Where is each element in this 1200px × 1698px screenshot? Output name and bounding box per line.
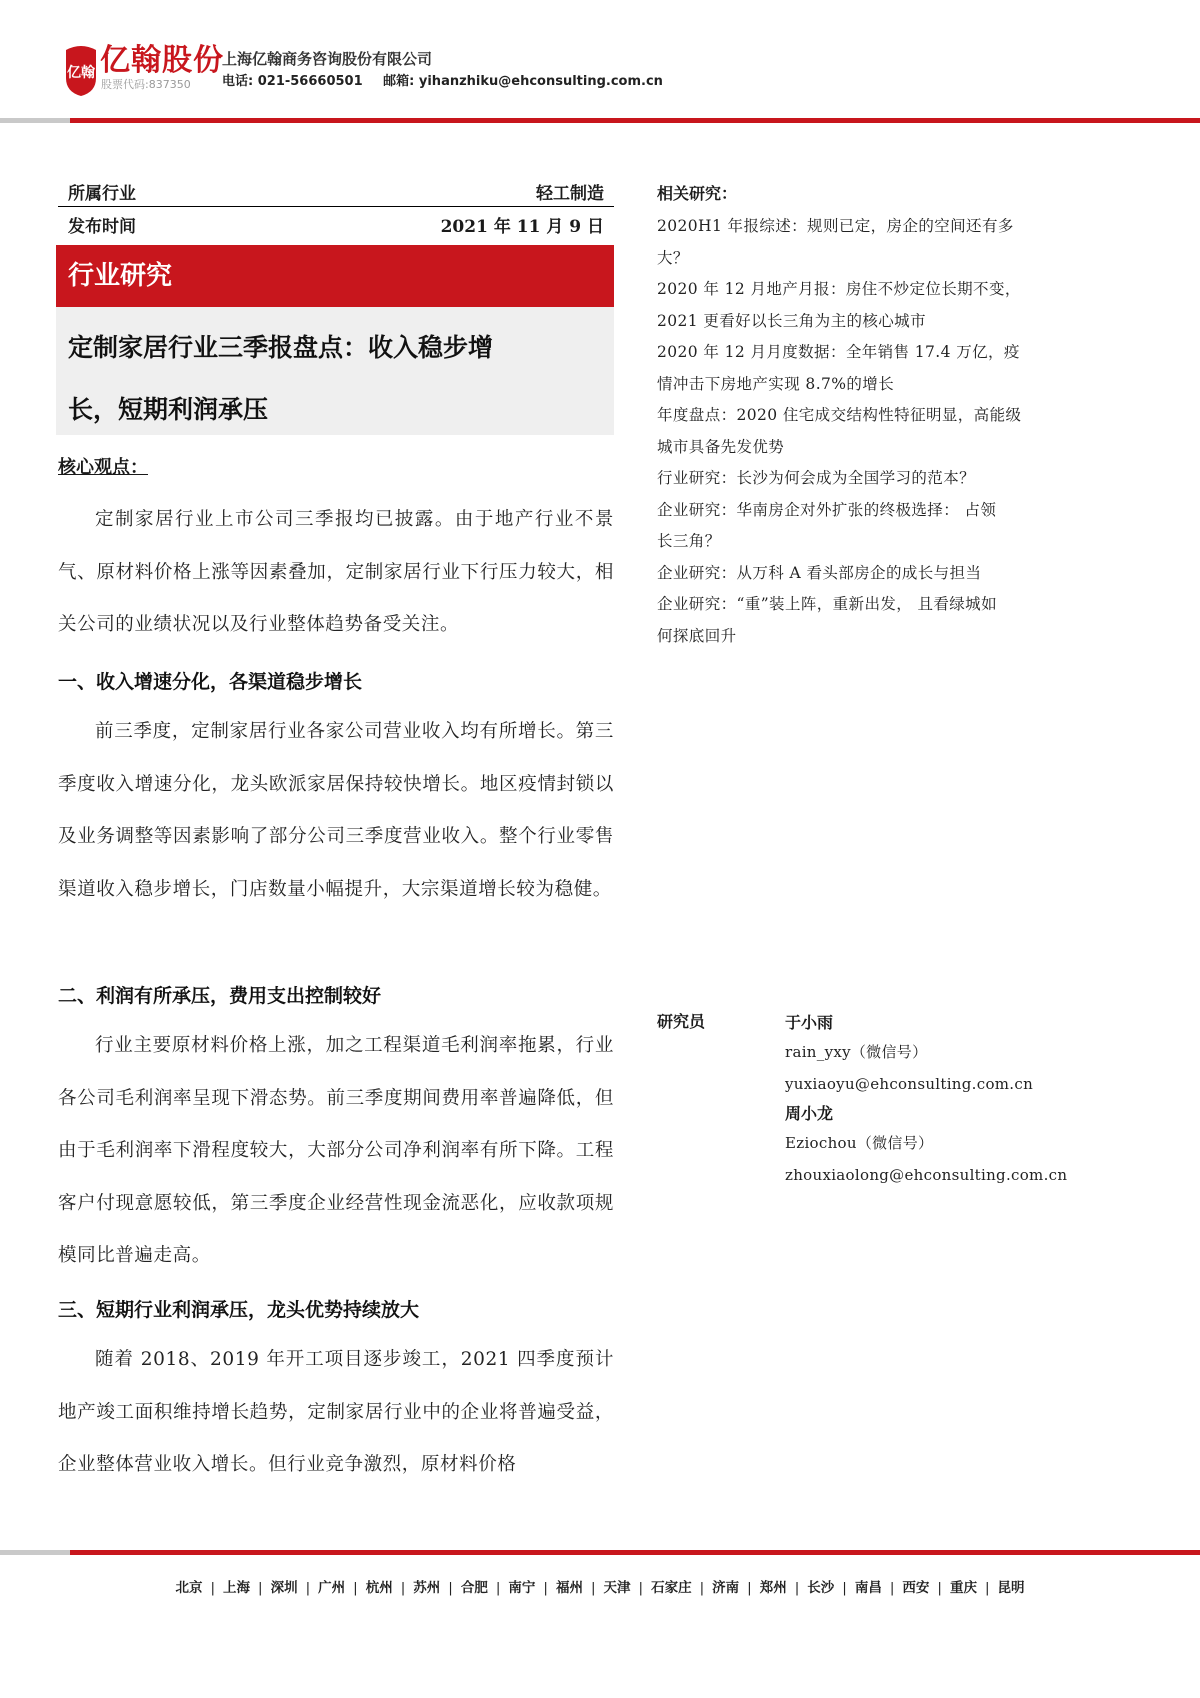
related-research-item: 2020 年 12 月月度数据：全年销售 17.4 万亿，疫 [657, 343, 1020, 361]
section-2-body: 行业主要原材料价格上涨，加之工程渠道毛利润率拖累，行业各公司毛利润率呈现下滑态势。前三季度期间费用率普遍降低，但由于毛利润率下滑程度较大，大部分公司净利润率有所下降。工程客户付现意愿较低，第三季度企业经营性现金流恶化，应收款项规模同比普遍走高。 [58, 1035, 614, 1266]
footer-city-separator: | [448, 1580, 453, 1596]
page-header [0, 0, 1200, 125]
analyst-block [785, 1009, 1145, 1191]
company-logo-icon [62, 44, 100, 98]
footer-city: 郑州 [759, 1580, 787, 1596]
related-research-item: 大？ [657, 248, 689, 267]
related-research-item: 2020H1 年报综述：规则已定，房企的空间还有多 [657, 217, 1014, 235]
footer-city-separator: | [937, 1580, 942, 1596]
date-label: 发布时间 [68, 216, 136, 237]
related-research-item: 企业研究：华南房企对外扩张的终极选择： 占领 [657, 500, 997, 519]
footer-city-separator: | [889, 1580, 895, 1596]
company-email: 邮箱: yihanzhiku@ehconsulting.com.cn [383, 74, 663, 89]
footer-city: 北京 [175, 1580, 203, 1596]
logo-name: 亿翰股份 [100, 43, 224, 78]
footer-city: 天津 [603, 1580, 631, 1596]
related-research-item: 长三角？ [657, 532, 721, 550]
footer-city: 福州 [555, 1580, 583, 1596]
footer-divider-gray [0, 1550, 70, 1555]
footer-city: 西安 [902, 1580, 930, 1596]
analyst-email: zhouxiaolong@ehconsulting.com.cn [785, 1165, 1068, 1184]
footer-city-separator: | [984, 1580, 990, 1596]
footer-city-separator: | [495, 1580, 501, 1596]
analyst-wechat: rain_yxy（微信号） [785, 1043, 928, 1061]
footer-city-separator: | [638, 1580, 644, 1596]
section-2-heading: 二、利润有所承压，费用支出控制较好 [58, 985, 382, 1007]
section-3-body: 随着 2018、2019 年开工项目逐步竣工，2021 四季度预计地产竣工面积维持增长趋势，定制家居行业中的企业将普遍受益，企业整体营业收入增长。但行业竞争激烈，原材料价格 [58, 1349, 614, 1475]
header-divider-gray [0, 118, 70, 123]
analyst-email: yuxiaoyu@ehconsulting.com.cn [785, 1074, 1034, 1093]
industry-value: 轻工制造 [536, 184, 604, 204]
footer-city-separator: | [210, 1580, 216, 1596]
company-phone: 电话: 021-56660501 [222, 74, 363, 89]
footer-city: 石家庄 [651, 1580, 692, 1596]
related-research-item: 企业研究：从万科 A 看头部房企的成长与担当 [657, 563, 982, 582]
analyst-name: 于小雨 [785, 1013, 834, 1032]
related-research-item: 企业研究：“重”装上阵，重新出发， 且看绿城如 [657, 595, 997, 613]
report-category: 行业研究 [56, 245, 614, 307]
related-research-item: 年度盘点：2020 住宅成交结构性特征明显，高能级 [657, 406, 1022, 424]
footer-city: 苏州 [413, 1580, 441, 1596]
footer-city: 济南 [712, 1580, 740, 1596]
meta-date-row [58, 209, 614, 239]
section-1-body: 前三季度，定制家居行业各家公司营业收入均有所增长。第三季度收入增速分化，龙头欧派家居保持较快增长。地区疫情封锁以及业务调整等因素影响了部分公司三季度营业收入。整个行业零售渠道收入稳步增长，门店数量小幅提升，大宗渠道增长较为稳健。 [58, 721, 614, 900]
footer-city-separator: | [794, 1580, 800, 1596]
report-title-line-2: 长，短期利润承压 [68, 395, 269, 424]
related-research-heading: 相关研究： [657, 184, 738, 203]
footer-city: 杭州 [365, 1580, 393, 1596]
analyst-label: 研究员 [657, 1012, 706, 1031]
footer-city: 深圳 [270, 1580, 298, 1596]
date-value: 2021 年 11 月 9 日 [440, 216, 604, 237]
footer-city-separator: | [400, 1580, 406, 1596]
footer-city-separator: | [543, 1580, 548, 1596]
footer-city: 重庆 [949, 1580, 977, 1596]
footer-city: 上海 [223, 1580, 251, 1596]
section-1-heading: 一、收入增速分化，各渠道稳步增长 [58, 671, 363, 693]
footer-city: 南宁 [508, 1580, 536, 1596]
footer-city: 广州 [318, 1580, 346, 1596]
analyst-wechat: Eziochou（微信号） [785, 1134, 934, 1152]
report-title [56, 307, 614, 435]
related-research-item: 何探底回升 [657, 626, 737, 645]
footer-city: 合肥 [460, 1580, 488, 1596]
footer-city-separator: | [353, 1580, 358, 1596]
related-research-item: 2021 更看好以长三角为主的核心城市 [657, 311, 926, 330]
section-3-heading: 三、短期行业利润承压，龙头优势持续放大 [58, 1299, 420, 1321]
core-intro-paragraph: 定制家居行业上市公司三季报均已披露。由于地产行业不景气、原材料价格上涨等因素叠加，定制家居行业下行压力较大，相关公司的业绩状况以及行业整体趋势备受关注。 [58, 509, 614, 635]
company-contact [222, 74, 679, 90]
footer-city-separator: | [747, 1580, 752, 1596]
stock-code: 股票代码:837350 [101, 78, 191, 91]
related-research-item: 2020 年 12 月地产月报：房住不炒定位长期不变， [657, 280, 1021, 298]
footer-divider-red [70, 1550, 1200, 1555]
header-divider-red [70, 118, 1200, 123]
footer-city: 昆明 [997, 1580, 1025, 1596]
footer-city-separator: | [305, 1580, 311, 1596]
industry-label: 所属行业 [68, 184, 136, 204]
footer-city: 长沙 [807, 1580, 835, 1596]
related-research-list [657, 211, 1049, 652]
footer-city-list [0, 1578, 1200, 1598]
related-research-item: 城市具备先发优势 [657, 437, 785, 456]
related-research-item: 情冲击下房地产实现 8.7%的增长 [657, 374, 895, 393]
footer-city: 南昌 [854, 1580, 882, 1596]
footer-city-separator: | [258, 1580, 263, 1596]
logo-mark-text: 亿翰 [67, 65, 95, 81]
core-views-heading: 核心观点： [58, 457, 148, 478]
footer-city-separator: | [590, 1580, 596, 1596]
footer-city-separator: | [842, 1580, 847, 1596]
company-name: 上海亿翰商务咨询股份有限公司 [222, 50, 433, 68]
related-research-item: 行业研究：长沙为何会成为全国学习的范本？ [657, 469, 976, 487]
meta-industry-row [58, 177, 614, 207]
analyst-name: 周小龙 [785, 1104, 834, 1123]
footer-city-separator: | [699, 1580, 705, 1596]
report-title-line-1: 定制家居行业三季报盘点：收入稳步增 [68, 333, 494, 362]
